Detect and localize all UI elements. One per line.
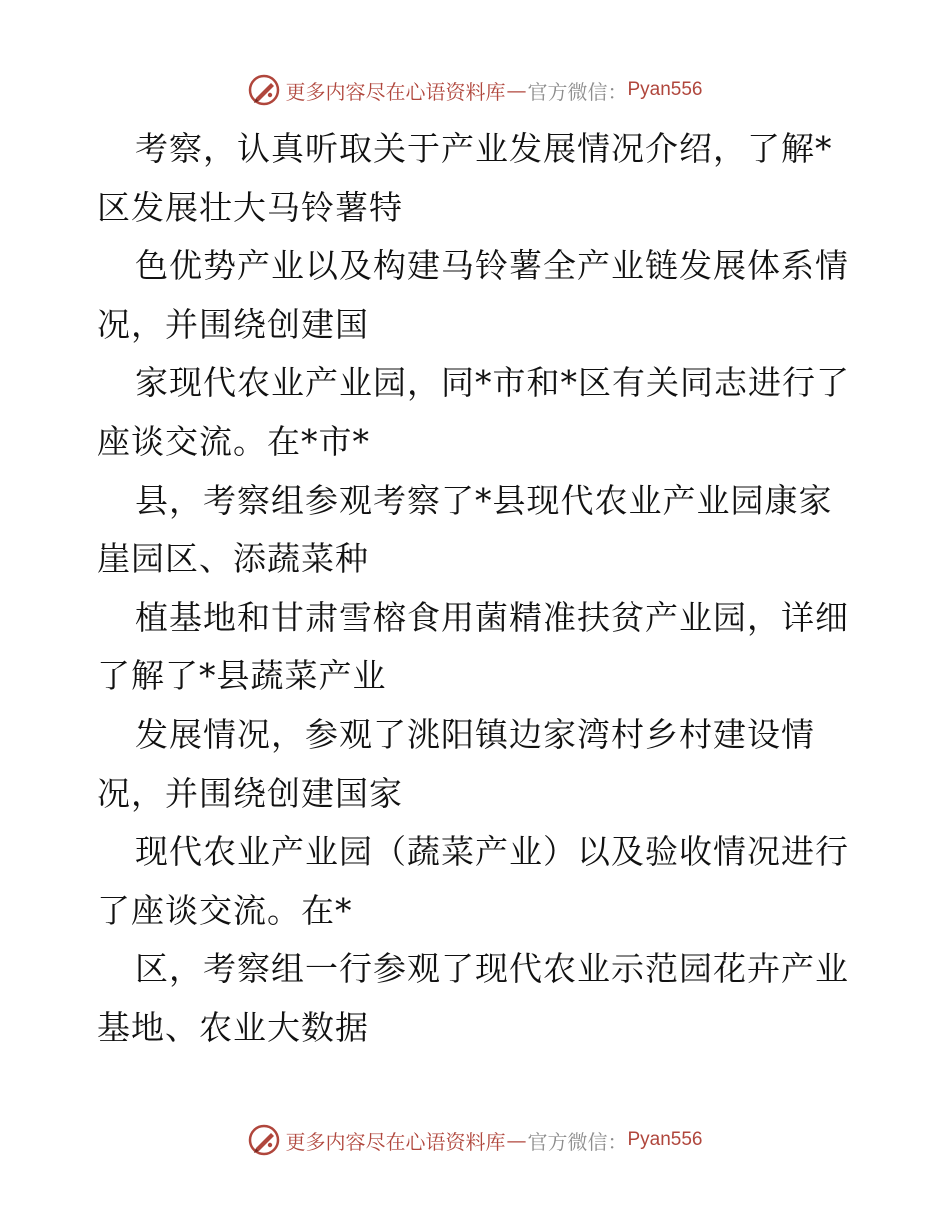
document-body [97,120,857,1058]
text-line: 况，并围绕创建国 [97,304,369,344]
text-line: 崖园区、添蔬菜种 [97,539,369,579]
watermark-dash: — [506,78,527,102]
pen-logo-icon [247,73,281,107]
watermark-wechat-id: Pyan556 [627,79,703,100]
watermark-label: 官方微信： [527,79,628,104]
text-line: 区，考察组一行参观了现代农业示范园花卉产业 [135,949,849,989]
watermark-dash: — [506,1128,527,1152]
text-line: 考察，认真听取关于产业发展情况介绍，了解* [135,129,833,168]
text-line: 植基地和甘肃雪榕食用菌精准扶贫产业园，详细 [135,597,849,637]
watermark-wechat-id: Pyan556 [627,1129,703,1150]
text-line: 现代农业产业园（蔬菜产业）以及验收情况进行 [135,832,849,872]
watermark-main-text: 更多内容尽在心语资料库 [285,1129,506,1154]
text-line: 发展情况，参观了洮阳镇边家湾村乡村建设情 [135,714,815,754]
pen-logo-icon [247,1123,281,1157]
watermark-footer [0,1120,950,1160]
watermark-label: 官方微信： [527,1129,628,1154]
watermark-main-text: 更多内容尽在心语资料库 [285,79,506,104]
text-line: 况，并围绕创建国家 [97,773,403,813]
text-line: 色优势产业以及构建马铃薯全产业链发展体系情 [135,246,849,286]
text-line: 了座谈交流。在* [97,890,353,930]
text-line: 县，考察组参观考察了*县现代农业产业园康家 [135,480,833,520]
text-line: 区发展壮大马铃薯特 [97,187,403,227]
text-line: 座谈交流。在*市* [97,421,370,461]
text-line: 基地、农业大数据 [97,1007,369,1047]
watermark-header [0,70,950,110]
text-line: 家现代农业产业园，同*市和*区有关同志进行了 [135,363,850,403]
text-line: 了解了*县蔬菜产业 [97,656,387,696]
